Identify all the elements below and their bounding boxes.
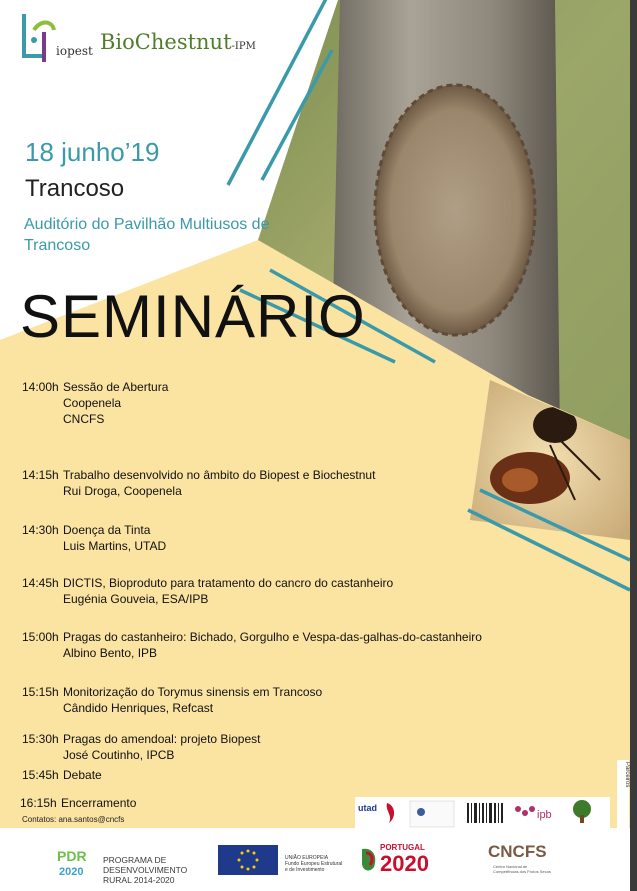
program-time: 15:15h (22, 685, 59, 699)
program-speaker: Luis Martins, UTAD (63, 539, 167, 553)
program-item (22, 684, 322, 716)
program-title: Sessão de Abertura (63, 380, 169, 394)
program-speaker: Rui Droga, Coopenela (63, 484, 182, 498)
cncfs-subtitle: Centro Nacional de Competências dos Frutos Secos (493, 864, 551, 874)
program-time: 14:00h (22, 380, 59, 394)
program-title: Doença da Tinta (63, 523, 151, 537)
program-item (22, 379, 168, 427)
eu-line1: UNIÃO EUROPEIA (285, 855, 329, 861)
event-title: SEMINÁRIO (20, 283, 366, 350)
eu-line2: Fundo Europeu Estrutural e de Investimento (285, 861, 343, 873)
partner-logos (355, 797, 610, 829)
program-item (22, 467, 375, 499)
program-time: 15:00h (22, 630, 59, 644)
program-speaker: Albino Bento, IPB (63, 646, 158, 660)
cncfs-logo: CNCFS (488, 842, 547, 861)
biopest-logo-text: iopest (56, 44, 93, 58)
biochestnut-bio: Bio (100, 30, 135, 54)
ipb-logo: ipb (537, 809, 552, 821)
program-time: 15:30h (22, 732, 59, 746)
program-time: 14:45h (22, 576, 59, 590)
program-item (22, 522, 166, 554)
program-title: Trabalho desenvolvido no âmbito do Biopest e Biochestnut (63, 468, 376, 482)
biochestnut-name: Chestnut (134, 30, 232, 54)
portugal-label: PORTUGAL (380, 843, 425, 852)
program-item (22, 575, 393, 607)
program-title: Monitorização do Torymus sinensis em Trancoso (63, 685, 323, 699)
program-time: 16:15h (20, 796, 57, 810)
program-title: DICTIS, Bioproduto para tratamento do cancro do castanheiro (63, 576, 394, 590)
tree-logo (573, 800, 591, 823)
program-speaker: Cândido Henriques, Refcast (63, 701, 214, 715)
program-title: Debate (63, 768, 102, 782)
program-speaker: Eugénia Gouveia, ESA/IPB (63, 592, 209, 606)
event-date: 18 junho’19 (25, 137, 160, 167)
pdr-line1: PROGRAMA DE (103, 855, 167, 865)
program-title: Pragas do amendoal: projeto Biopest (63, 732, 261, 746)
pdr-line3: RURAL 2014-2020 (103, 875, 175, 885)
eu-flag-icon (218, 845, 278, 875)
pdr-line2: DESENVOLVIMENTO (103, 865, 188, 875)
program-title: Encerramento (61, 796, 137, 810)
program-time: 14:15h (22, 468, 59, 482)
program-item (22, 767, 102, 783)
portugal-2020-emblem (358, 845, 380, 875)
program-time: 15:45h (22, 768, 59, 782)
event-venue: Auditório do Pavilhão Multiusos de Trancoso (24, 216, 270, 254)
program-item (22, 731, 260, 763)
event-city: Trancoso (25, 175, 125, 202)
biochestnut-logo (100, 30, 256, 54)
program-time: 14:30h (22, 523, 59, 537)
eu-text (285, 855, 345, 873)
pdr-text (103, 855, 187, 885)
svg-text:PDR: PDR (57, 848, 87, 864)
svg-text:2020: 2020 (59, 866, 84, 878)
pdr-logo (55, 845, 100, 881)
program-speaker: José Coutinho, IPCB (63, 748, 175, 762)
partners-label: Parceiros (624, 762, 630, 788)
utad-emblem (387, 803, 394, 823)
program-title: Pragas do castanheiro: Bichado, Gorgulho e Vespa-das-galhas-do-castanheiro (63, 630, 482, 644)
biopest-logo-mark (24, 14, 54, 62)
utad-logo: utad (358, 803, 377, 813)
contacts: Contatos: ana.santos@cncfs (22, 815, 125, 824)
portugal-year: 2020 (380, 851, 429, 876)
program-item (22, 629, 482, 661)
program-speaker: CNCFS (63, 412, 105, 426)
biochestnut-ipm: -IPM (231, 41, 256, 52)
program-speaker: Coopenela (63, 396, 122, 410)
barcode-logo (467, 803, 503, 823)
municipality-logo (410, 801, 454, 827)
program-item (20, 795, 136, 811)
